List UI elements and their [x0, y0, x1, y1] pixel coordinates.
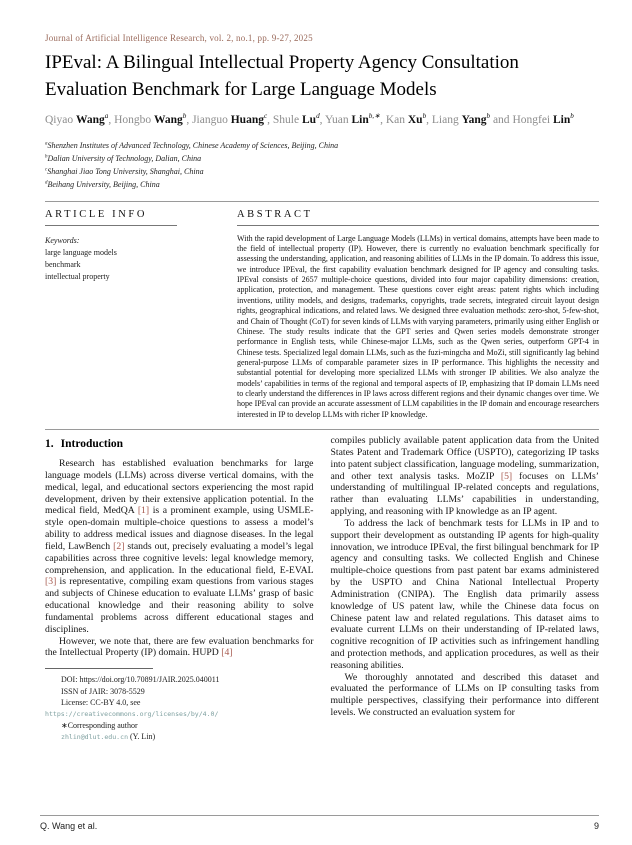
abstract-heading: ABSTRACT — [237, 208, 313, 220]
affiliation-mark: a — [45, 141, 48, 147]
corresponding-email-line — [45, 731, 314, 742]
right-column — [331, 435, 600, 742]
text-run: However, we note that, there are few evaluation benchmarks for the Intellectual Property (IP) domain. HUPD — [45, 635, 314, 659]
paragraph: To address the lack of benchmark tests for LLMs in IP and to support their development as outstanding IP agents for high-quality innovation, we introduce IPEval, the first bilingual benchmark for IP agency and consulting tasks. We collected English and Chinese multiple-choice questions from past patent bar exams administered by the USPTO and China National Intellectual Property Administration (CNIPA). The English data primarily assess knowledge of US patent law, while the Chinese data focus on Chinese patent law and related regulations. This dataset aims to evaluate current LLMs on their understanding of IP-related laws, cognitive recognition of IP activities such as infringement handling and protection methods, and application procedures, as well as their reasoning abilities. — [330, 517, 599, 671]
keyword-item: benchmark — [45, 259, 81, 269]
author-surname: Lin$^{b,∗}$ — [351, 112, 381, 127]
keyword-item: intellectual property — [45, 271, 110, 281]
author-affiliation-mark: b,∗ — [368, 112, 381, 121]
author-surname: Yang$^b$ — [461, 112, 491, 127]
citation-3-link[interactable]: [3] — [45, 576, 57, 588]
author-given-name: Liang — [431, 114, 462, 127]
article-info-rule — [45, 225, 177, 226]
divider-body — [45, 429, 599, 430]
section-number: 1. — [45, 438, 54, 451]
affiliation-line: $^a$Shenzhen Institutes of Advanced Technology, Chinese Academy of Sciences, Beijing, China — [45, 141, 339, 151]
page-footer — [40, 815, 599, 831]
section-title: Introduction — [60, 438, 124, 451]
text-run: is representative, compiling exam questions from various stages and subjects of Chinese education to evaluate LLMs’ grasp of basic educational knowledge and their reasoning ability to solve fundamental problems across different educational stages and disciplines. — [45, 576, 314, 635]
keywords-list — [45, 247, 213, 283]
paragraph — [331, 435, 600, 518]
text-run: compiles publicly available patent application data from the United States Patent and Trademark Office (USPTO), categorizing IP tasks into patent subject classification, language modeling, summarization, and other text analysis tasks. MoZIP — [330, 435, 599, 482]
author-surname: Lin$^b$ — [553, 112, 574, 127]
affiliation-line: $^c$Shanghai Jiao Tong University, Shanghai, China — [45, 167, 204, 177]
corresponding-email-link[interactable]: zhlin@dlut.edu.cn — [61, 732, 129, 741]
author-surname: Huang$^c$ — [230, 112, 268, 127]
affiliation-line: $^d$Beihang University, Beijing, China — [45, 179, 160, 189]
text-run: is a prominent example, using USMLE-style open-domain multiple-choice questions to assess a model’s ability to address medical issues and diagnose diseases. In the legal field, LawBench — [45, 505, 314, 552]
paragraph — [45, 636, 314, 660]
text-run: stands out, precisely evaluating a model’s legal capabilities across three cognitive levels: legal knowledge memory, comprehension, and application. In the educational field, E-EVAL — [45, 540, 314, 576]
author-separator: , — [426, 114, 432, 127]
footer-row — [40, 821, 599, 831]
corresponding-author-line: ∗Corresponding author — [61, 720, 138, 730]
footnote-block — [45, 668, 314, 742]
body-columns — [45, 435, 599, 742]
paragraph: We thoroughly annotated and described this dataset and evaluated the performance of LLMs on IP consulting tasks from multiple perspectives, classifying their performance into different levels. We constructed an evaluation system for — [330, 671, 599, 719]
citation-4-link[interactable]: [4] — [221, 647, 233, 659]
paragraph — [45, 458, 314, 635]
paper-title: IPEval: A Bilingual Intellectual Property Agency Consultation Evaluation Benchmark for Large Language Models — [45, 52, 519, 100]
author-surname: Xu$^b$ — [407, 112, 427, 127]
authors-line — [45, 112, 599, 129]
affiliation-mark: d — [45, 180, 48, 186]
author-given-name: Jianguo — [192, 114, 231, 127]
author-given-name: Qiyao — [45, 114, 76, 127]
author-separator: , — [319, 114, 325, 127]
author-separator: , — [186, 114, 193, 127]
text-run: (Y. Lin) — [128, 731, 156, 741]
affiliation-mark: b — [45, 154, 48, 160]
author-given-name: Yuan — [324, 114, 352, 127]
citation-5-link[interactable]: [5] — [500, 470, 513, 482]
section-heading-introduction — [45, 438, 314, 450]
info-abstract-section — [45, 209, 599, 420]
author-affiliation-mark: b — [182, 112, 187, 121]
author-separator: , — [380, 114, 386, 127]
affiliations — [45, 140, 599, 191]
author-surname: Wang$^a$ — [75, 112, 109, 127]
author-affiliation-mark: b — [570, 112, 574, 121]
author-affiliation-mark: b — [422, 112, 427, 121]
keywords-block — [45, 235, 213, 283]
abstract-text: With the rapid development of Large Language Models (LLMs) in vertical domains, attempts have been made to the field of intellectual property (IP). However, there is currently no evaluation benchmark specifically for assessing the understanding, application, and reasoning abilities of LLMs in the IP domain. To address this issue, we introduce IPEval, the first capability evaluation benchmark designed for IP agency and consulting tasks. IPEval consists of 2657 multiple-choice questions, divided into four major capability dimensions: creation, application, protection, and management. These questions cover eight areas: patent rights which including inventions, utility models, and designs, trademarks, copyrights, trade secrets, integrated circuit layout design rights, geographical indications, and related laws. We designed three evaluation methods: zero-shot, 5-few-shot, and Chain of Thought (CoT) for seven kinds of LLMs with varying parameters, primarily using either English or Chinese. The study results indicate that the GPT series and Qwen series models demonstrate stronger performance in English tests, while Chinese-major LLMs, such as the Qwen series, outperform GPT-4 in Chinese tests. Specialized legal domain LLMs, such as the fuzi-mingcha and MoZi, still significantly lag behind general-purpose LLMs of comparable parameter sizes in IP performance. This highlights the necessity and substantial potential for developing more specialized LLMs with stronger IP abilities. We also analyze the models’ capabilities in terms of the regional and temporal aspects of IP, emphasizing that IP domain LLMs need to clearly understand the differences in IP laws across different regions and their dynamic changes over time. We hope IPEval can provide an accurate assessment of LLM capabilities in the IP domain and encourage researchers interested in IP to develop LLMs with richer IP knowledge. — [237, 233, 599, 419]
author-separator: and — [490, 114, 513, 127]
author-affiliation-mark: b — [486, 112, 491, 121]
article-info-heading: ARTICLE INFO — [45, 208, 148, 220]
author-affiliation-mark: a — [104, 112, 109, 121]
license-line — [45, 697, 314, 720]
doi-line: DOI: https://doi.org/10.70891/JAIR.2025.040011 — [61, 675, 220, 685]
citation-1-link[interactable]: [1] — [137, 505, 150, 517]
author-surname: Wang$^b$ — [154, 112, 187, 127]
author-given-name: Kan — [385, 114, 408, 127]
license-url-link[interactable]: https://creativecommons.org/licenses/by/4.0/ — [45, 710, 219, 719]
abstract-column — [237, 209, 599, 420]
author-separator: , — [267, 114, 273, 127]
divider-top — [45, 201, 599, 202]
text-run: focuses on LLMs’ understanding of multilingual IP-related concepts and regulations, rather than evaluating LLMs’ capabilities in understanding, applying, and reasoning with IP knowledge as an IP agent. — [330, 470, 599, 518]
journal-reference-line: Journal of Artificial Intelligence Research, vol. 2, no.1, pp. 9-27, 2025 — [45, 33, 313, 43]
footnote-rule — [45, 668, 153, 669]
author-separator: , — [108, 114, 115, 127]
author-given-name: Hongbo — [114, 114, 154, 127]
affiliation-mark: c — [45, 167, 48, 173]
affiliation-line: $^b$Dalian University of Technology, Dalian, China — [45, 154, 202, 164]
citation-2-link[interactable]: [2] — [113, 540, 125, 552]
author-surname: Lu$^d$ — [301, 112, 320, 127]
page-number: 9 — [593, 821, 599, 831]
author-affiliation-mark: d — [316, 112, 320, 121]
author-affiliation-mark: c — [263, 112, 268, 121]
keywords-label: Keywords: — [45, 235, 80, 245]
keyword-item: large language models — [45, 247, 117, 257]
footer-rule — [40, 815, 599, 816]
text-run: License: CC-BY 4.0, see — [61, 697, 141, 707]
abstract-rule — [237, 225, 599, 226]
left-column — [45, 435, 314, 742]
page-content — [45, 0, 599, 742]
running-head: Q. Wang et al. — [40, 821, 98, 831]
author-given-name: Hongfei — [512, 114, 553, 127]
author-given-name: Shule — [272, 114, 302, 127]
text-run: Research has established evaluation benchmarks for large language models (LLMs) across diverse vertical domains, with the medical, legal, and educational sectors experiencing the most rapid development, driven by their extensive application potential. In the medical field, MedQA — [45, 458, 314, 517]
issn-line: ISSN of JAIR: 3078-5529 — [61, 686, 145, 696]
article-info-column — [45, 209, 213, 420]
